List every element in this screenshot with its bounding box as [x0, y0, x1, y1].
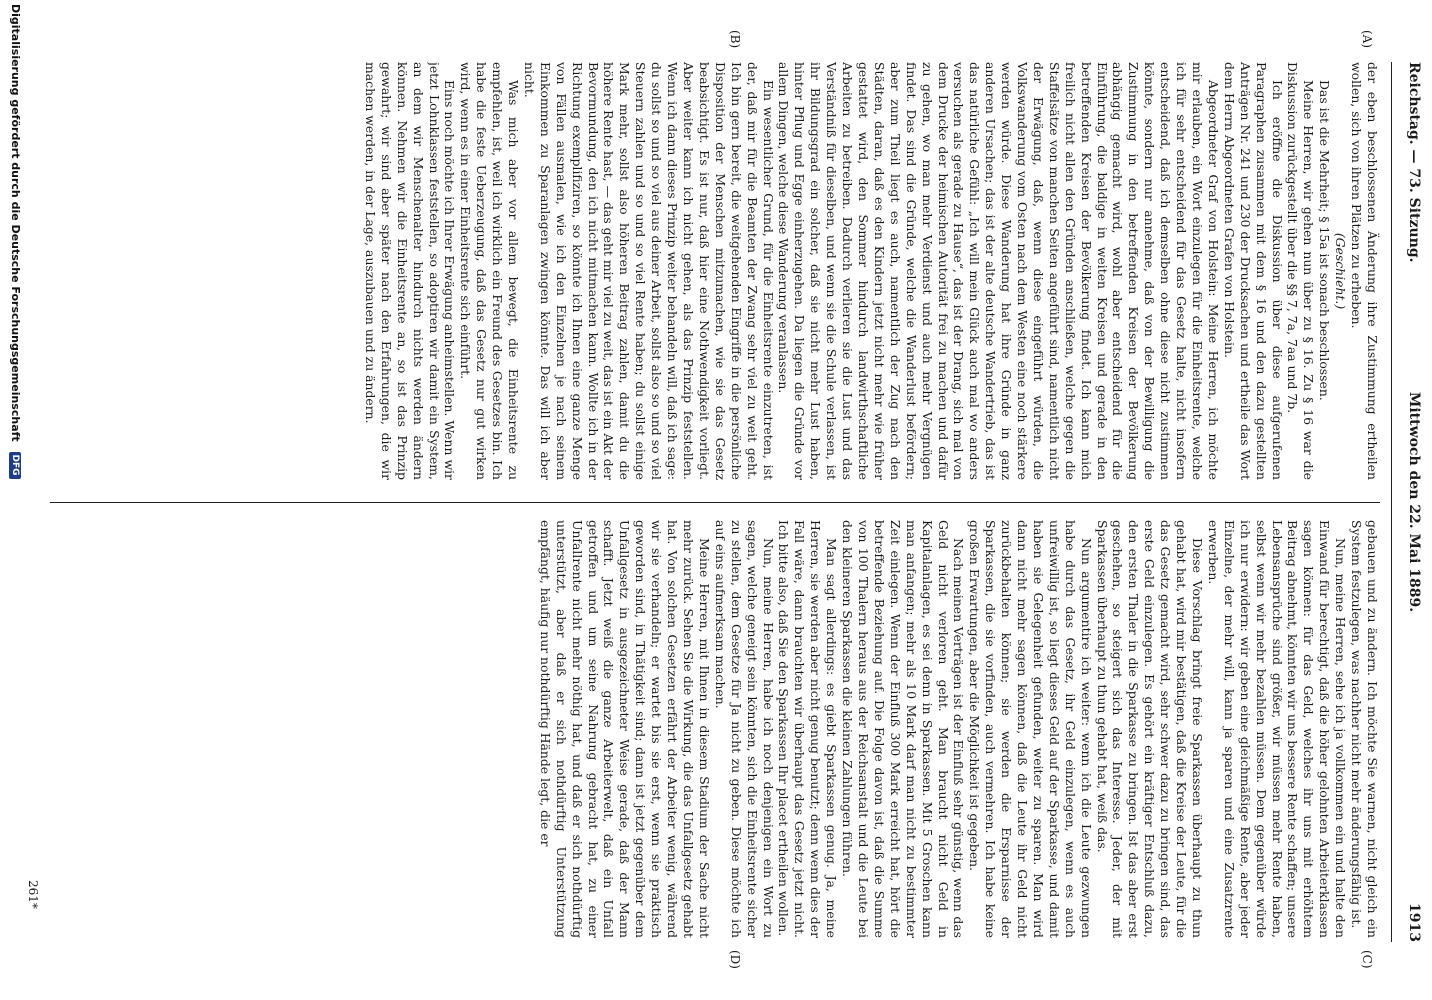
signature-mark: 261*: [26, 880, 40, 909]
page-header: [1400, 62, 1422, 942]
text-column-right: [50, 520, 1380, 938]
paragraph: Das ist die Mehrheit; § 15a ist sonach beschlossen.: [1317, 80, 1333, 401]
credit-text: Digitalisierung gefördert durch die Deutsche Forschungsgemeinschaft: [9, 4, 22, 442]
paragraph: der eben beschlossenen Änderung ihre Zustimmung ertheilen wollen, sich von ihren Plätzen zu erheben.: [1349, 62, 1380, 480]
header-rule: [1391, 62, 1392, 942]
margin-mark-d: (D): [728, 950, 742, 969]
paragraph: Diese Vorschlag bringt freie Sparkassen überhaupt zu thun gehabt hat, wird mir bestätigen, daß die Kreise der Leute, für die das Gesetz gemacht wird, sehr schwer dazu zu bringen sind, das erste Geld einzulegen. Es gehört ein kräftiger Entschluß dazu, den ersten Thaler in die Sparkasse zu bringen. Ist das aber erst geschehen, so steigert sich das Interesse. Jeder, der mit Sparkassen überhaupt zu thun gehabt hat, weiß das.: [1094, 520, 1206, 938]
paragraph: Ich eröffne die Diskussion über diese aufgerufenen Paragraphen zusammen mit dem § 16 und den dazu gestellten Anträgen Nr. 241 und 230 der Drucksachen und ertheile das Wort dem Herrn Abgeordneten Grafen von Holstein.: [1221, 62, 1285, 480]
header-date: Mittwoch den 22. Mai 1889.: [1406, 391, 1422, 613]
margin-mark-a: (A): [1360, 30, 1374, 49]
digitization-credit: [0, 0, 22, 1000]
paragraph: Ein wesentlicher Grund, für die Einheitsrente einzutreten, ist der, daß mir für die Beamten der Zwang sehr viel zu weit geht. Ich bin gern bereit, die weitgehenden Eingriffe in die persönliche Disposition der Menschen mitzumachen, wie sie das Gesetz beabsichtigt. Es ist nur, daß hier eine Nothwendigkeit vorliegt. Aber weiter kann ich nicht gehen, als das Prinzip feststellen. Wenn ich dann dieses Prinzip weiter behandeln will, daß ich sage: du sollst so und so viel aus deiner Arbeit, sollst also so und so viel Steuern zahlen und so und so viel Rente haben; du sollst einige Mark mehr, sollst also höheren Beitrag zahlen, damit du die höhere Rente hast, — das geht mir viel zu weit, das ist ein Akt der Bevormundung, den ich nicht mitmachen kann. Wollte ich in der Richtung exemplifiziren, so könnte ich Ihnen eine ganze Menge von Fällen ausmalen, wie ich den Einzelnen je nach seinem Einkommen zu Sparanlagen zwingen könnte. Das will ich aber nicht.: [521, 62, 776, 480]
header-page-number: 1913: [1406, 903, 1422, 942]
paragraph: Eins noch möchte ich Ihrer Erwägung anheimstellen. Wenn wir jetzt Lohnklassen feststellen, so adoptiren wir damit ein System, an dem wir Menschenalter hindurch nichts werden ändern können. Nehmen wir die Einheitsrente an, so ist das Prinzip gewahrt; wir sind aber später nach den Erfahrungen, die wir machen werden, in der Lage, auszubauen und zu ändern.: [362, 62, 458, 480]
stage-direction: (Geschieht.): [1333, 232, 1349, 310]
dfg-logo: DFG: [9, 452, 21, 479]
column-divider: [50, 502, 1380, 503]
paragraph: gebauen und zu ändern. Ich möchte Sie warnen, nicht gleich ein System festzulegen, was nachher nicht mehr änderungsfähig ist.: [1349, 520, 1380, 938]
text-column-left: [50, 62, 1380, 480]
paragraph: Nun, meine Herren, sehe ich ja vollkommen ein und halte den Einwand für berechtigt, daß die höher gelohnten Arbeiterklassen sagen können: für das Geld, welches ihr uns mit erhöhtem Beitrag abnehmt, könnten wir uns bessere Rente schaffen; unsere Lebensansprüche sind größer, wir müssen mehr Rente haben, selbst wenn wir mehr bezahlen müssen. Dem gegenüber würde ich nur erwidern: wir geben eine gleichmäßige Rente, aber jeder Einzelne, der mehr will, kann ja sparen und eine Zusatzrente erwerben.: [1205, 520, 1349, 938]
paragraph: Man sagt allerdings: es giebt Sparkassen genug. Ja, meine Herren, sie werden aber nicht genug benutzt; denn wenn dies der Fall wäre, dann brauchten wir überhaupt das Gesetz jetzt nicht. Ich bitte also, daß Sie den Sparkassen Ihr placet ertheilen wollen.: [776, 520, 840, 938]
paragraph: Nun, meine Herren, habe ich noch denjenigen ein Wort zu sagen, welche geneigt sein könnten, sich die Einheitsrente sicher zu stellen, dem Gesetze für Ja nicht zu geben. Diese möchte ich auf eins aufmerksam machen.: [712, 520, 776, 938]
paragraph: Nach meinen Verträgen ist der Einfluß sehr günstig, wenn das Geld nicht verloren geht. Man braucht nicht Geld in Kapitalanlagen, es sei denn in Sparkassen. Mit 5 Groschen kann man anfangen; mehr als 10 Mark darf man nicht zu bestimmter Zeit einlegen. Wenn der Einfluß 300 Mark erreicht hat, hört die betreffende Beziehung auf. Die Folge davon ist, daß die Summe von 100 Thalern heraus aus der Reichsanstalt und die Leute bei den kleineren Sparkassen die kleinen Zahlungen führen.: [840, 520, 967, 938]
paragraph: Meine Herren, wir gehen nun über zu § 16. Zu § 16 war die Diskussion zurückgestellt über die §§ 7, 7a, 7aa und 7b.: [1285, 62, 1317, 480]
paragraph: Nun argumentire ich weiter: wenn ich die Leute gezwungen habe durch das Gesetz, ihr Geld einzulegen, wenn es auch unfreiwillig ist, so liegt dieses Geld auf der Sparkasse, und damit haben sie Gelegenheit gefunden, weiter zu sparen. Man wird dann nicht mehr sagen können, daß die Leute ihr Geld nicht zurückbehalten können; sie werden die Ersparnisse der Sparkassen, die sie vorfinden, auch vermehren. Ich habe keine großen Erwartungen, aber die Möglichkeit ist gegeben.: [967, 520, 1094, 938]
header-section-title: Reichstag. — 73. Sitzung.: [1406, 62, 1422, 263]
margin-mark-b: (B): [728, 30, 742, 49]
paragraph: Meine Herren, mit Ihnen in diesem Stadium der Sache nicht mehr zurück. Sehen Sie die Wirkung, die das Unfallgesetz gehabt hat. Von solchen Gesetzen erfährt der Arbeiter wenig, während wir sie verhandeln; er wartet bis sie erst, wenn sie praktisch geworden sind, in Thätigkeit sind; dann ist jetzt gegenüber dem Unfallgesetz in ausgezeichneter Weise gerade, daß der Mann schafft. Jetzt weiß die ganze Arbeiterwelt, daß ein Unfall getroffen und um seine Nahrung gebracht hat, zu einer Unfallrente nicht mehr nöthig hat, und daß er sich nothdürftig unterstützt, aber daß er sich nothdürftig Unterstützung empfängt, häufig nur nothdürftig Hände legt, die er: [537, 520, 712, 938]
margin-mark-c: (C): [1360, 950, 1374, 969]
speech-paragraph: Abgeordneter Graf von Holstein: Meine Herren, ich möchte mir erlauben, ein Wort einzulegen für die Einheitsrente, welche ich für sehr entscheidend für das Gesetz halte, nicht insofern entscheidend, daß ich demselben ohne diese nicht zustimmen könnte, sondern nur annehme, daß von der Bewilligung die Zustimmung in den betreffenden Kreisen der Bevölkerung abhängig gemacht wird, wohl aber entscheidend für die Einführung, die baldige in weiten Kreisen und gerade in den betreffenden Kreisen der Bevölkerung findet. Ich kann mich freilich nicht allen den Gründen anschließen, welche gegen die Staffelsätze von manchen Seiten angeführt sind, namentlich nicht der Erwägung, daß, wenn diese eingeführt würden, die Volkswanderung vom Osten nach dem Westen eine noch stärkere werden würde. Diese Wanderung hat ihre Gründe in ganz anderen Ursachen; das ist der alte deutsche Wandertrieb, das ist das natürliche Gefühl: „Ich will mein Glück auch mal wo anders versuchen als gerade zu Hause“, das ist der Drang, sich mal von dem Drucke der heimischen Autorität frei zu machen und dafür zu gehen, wo man mehr Verdienst und auch mehr Vergnügen findet. Das sind die Gründe, welche die Wanderlust befördern; aber zum Theil liegt es auch, namentlich der Zug nach den Städten, daran, daß es den Kindern jetzt nicht mehr wie früher gestattet wird, den Sommer hindurch landwirthschaftliche Arbeiten zu betreiben. Dadurch verlieren sie die Lust und das Verständniß für dieselben, und wenn sie die Schule verlassen, ist ihr Bildungsgrad ein solcher, daß sie nicht mehr Lust haben, hinter Pflug und Egge einherzugehen. Da liegen die Gründe vor allem Dingen, welche diese Wanderung veranlassen.: [776, 62, 1221, 480]
paragraph: Was mich aber vor allem bewegt, die Einheitsrente zu empfehlen, ist, weil ich wirklich ein Freund des Gesetzes bin. Ich habe die feste Ueberzeugung, daß das Gesetz nur gut wirken wird, wenn es in einer Einheitsrente sich einführt.: [458, 62, 522, 480]
